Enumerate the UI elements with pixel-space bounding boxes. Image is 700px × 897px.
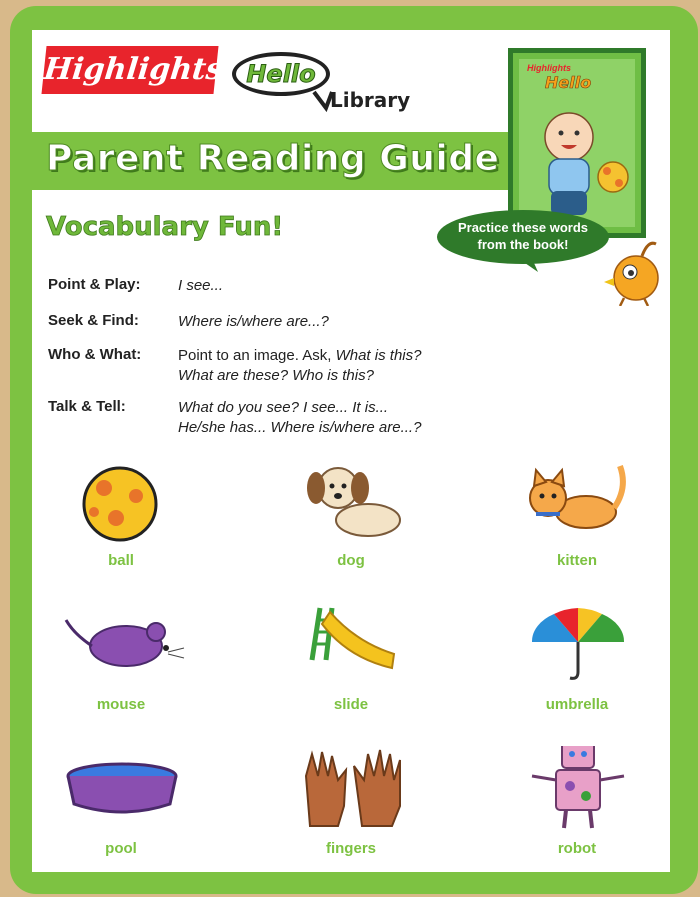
prompt-label: Who & What: (48, 346, 142, 363)
library-label: Library (330, 88, 411, 112)
prompt-text: Where is/where are...? (178, 313, 329, 330)
word-label: umbrella (545, 696, 609, 713)
bird-icon (604, 236, 670, 306)
prompt-label: Talk & Tell: (48, 398, 126, 415)
hello-logo-text: Hello (246, 60, 316, 88)
word-label: slide (333, 696, 369, 713)
prompt-text: What do you see? I see... It is... He/she has... Where is/where are...? (178, 399, 422, 436)
prompt-label: Point & Play: (48, 276, 141, 293)
umbrella-icon (502, 602, 652, 690)
word-fingers (276, 746, 426, 857)
word-robot (502, 746, 652, 857)
ball-icon (46, 458, 196, 546)
word-label: kitten (556, 552, 597, 569)
word-label: dog (337, 552, 365, 569)
word-label: mouse (96, 696, 146, 713)
book-cover-art (519, 59, 635, 227)
vocabulary-title: Vocabulary Fun! (46, 212, 284, 242)
highlights-logo: Highlights (41, 46, 218, 94)
slide-icon (276, 602, 426, 690)
page-title: Parent Reading Guide (46, 138, 500, 179)
practice-bubble-line2: from the book! (477, 237, 569, 252)
word-slide (276, 602, 426, 713)
kitten-icon (502, 458, 652, 546)
word-label: ball (108, 552, 134, 569)
word-label: fingers (325, 840, 376, 857)
prompt-text: Point to an image. Ask, What is this? What are these? Who is this? (178, 347, 422, 384)
word-label: robot (557, 840, 597, 857)
bubble-tail-icon (512, 254, 542, 274)
mouse-icon (46, 602, 196, 690)
word-label: pool (105, 840, 137, 857)
word-umbrella (502, 602, 652, 713)
word-dog (276, 458, 426, 569)
fingers-icon (276, 746, 426, 834)
cover-brand: Highlights (527, 63, 571, 73)
word-ball (46, 458, 196, 569)
word-pool (46, 746, 196, 857)
dog-icon (276, 458, 426, 546)
robot-icon (502, 746, 652, 834)
practice-bubble-line1: Practice these words (457, 220, 589, 235)
pool-icon (46, 746, 196, 834)
baby-illustration-icon (519, 59, 635, 227)
word-kitten (502, 458, 652, 569)
prompt-label: Seek & Find: (48, 312, 139, 329)
cover-logo: Hello (545, 73, 592, 92)
word-mouse (46, 602, 196, 713)
prompt-text: I see... (178, 277, 224, 294)
